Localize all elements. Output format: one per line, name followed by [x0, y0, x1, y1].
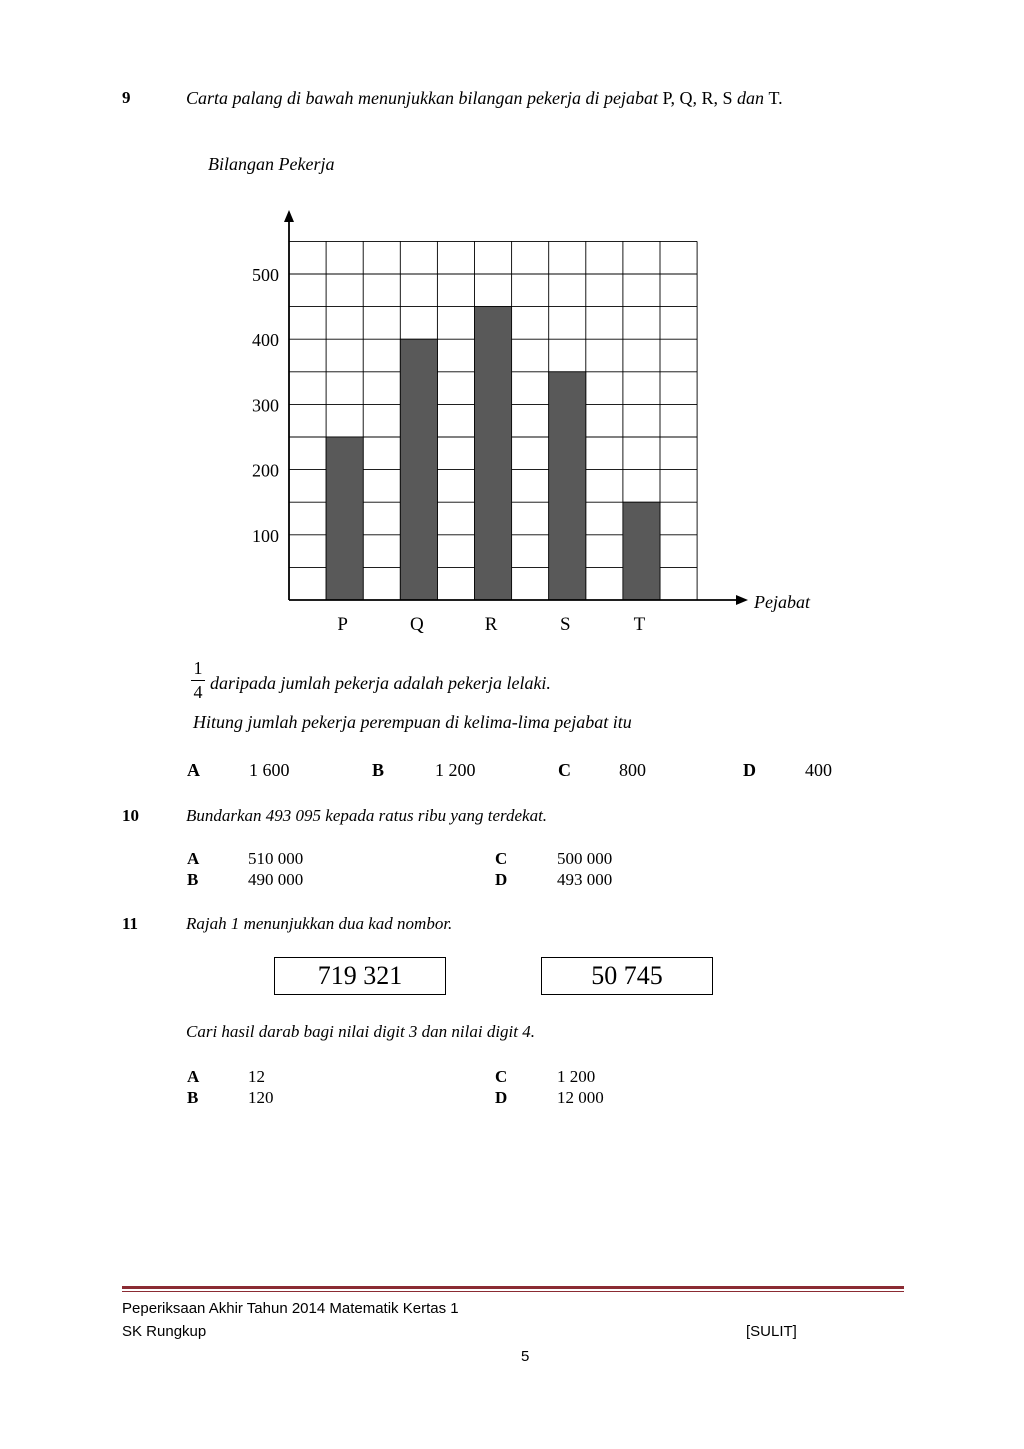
number-card-1: 719 321 [274, 957, 446, 995]
q11-option-c-letter: C [495, 1067, 508, 1086]
x-axis-arrow-icon [736, 595, 748, 605]
fraction-bar [191, 680, 205, 681]
y-tick-label-300: 300 [252, 395, 279, 416]
fraction-one-quarter [191, 658, 205, 703]
q10-option-c-letter: C [495, 849, 508, 868]
question-9-text-letters: P, Q, R, S [662, 88, 733, 108]
q9-option-b-value: 1 200 [435, 760, 476, 780]
q9-option-d-letter: D [743, 760, 756, 780]
y-tick-label-100: 100 [252, 525, 279, 546]
question-11-instruction: Cari hasil darab bagi nilai digit 3 dan nilai digit 4. [186, 1022, 536, 1041]
question-9-text-main: Carta palang di bawah menunjukkan bilangan pekerja di pejabat [186, 88, 658, 108]
q10-option-c-value: 500 000 [557, 849, 613, 868]
x-tick-label-r: R [484, 614, 498, 635]
x-tick-label-q: Q [409, 614, 424, 635]
q11-option-d-letter: D [495, 1088, 508, 1107]
y-tick-label-200: 200 [252, 460, 279, 481]
bar-chart [0, 0, 1024, 660]
question-9-line-2: Hitung jumlah pekerja perempuan di kelima-lima pejabat itu [193, 712, 632, 732]
question-9-line-1: daripada jumlah pekerja adalah pekerja lelaki. [210, 673, 551, 693]
chart-x-tick-labels [337, 614, 645, 635]
bar-t [623, 502, 660, 600]
number-card-2: 50 745 [541, 957, 713, 995]
footer-classification: [SULIT] [746, 1323, 797, 1340]
x-tick-label-s: S [559, 614, 571, 635]
bar-s [549, 372, 586, 600]
bar-p [326, 437, 363, 600]
q11-option-d-value: 12 000 [557, 1088, 604, 1107]
q11-option-b-letter: B [187, 1088, 199, 1107]
chart-bars [326, 307, 660, 600]
question-9-text-dan: dan [737, 88, 764, 108]
question-10-text: Bundarkan 493 095 kepada ratus ribu yang terdekat. [186, 806, 548, 825]
chart-y-axis-label: Bilangan Pekerja [208, 154, 335, 174]
question-number-11: 11 [122, 914, 139, 933]
q10-option-b-letter: B [187, 870, 199, 889]
fraction-numerator: 1 [193, 658, 203, 678]
bar-q [400, 339, 437, 600]
question-number-9: 9 [122, 88, 131, 107]
q11-option-a-letter: A [187, 1067, 200, 1086]
bar-r [475, 307, 512, 600]
footer-exam-title: Peperiksaan Akhir Tahun 2014 Matematik Kertas 1 [122, 1300, 459, 1317]
q9-option-a-value: 1 600 [249, 760, 290, 780]
question-11-text: Rajah 1 menunjukkan dua kad nombor. [186, 914, 453, 933]
y-tick-label-500: 500 [252, 265, 279, 285]
q11-option-b-value: 120 [248, 1088, 274, 1107]
y-axis-arrow-icon [284, 210, 294, 222]
q9-option-d-value: 400 [805, 760, 832, 780]
q9-option-b-letter: B [372, 760, 385, 780]
q10-option-b-value: 490 000 [248, 870, 304, 889]
q9-option-c-letter: C [558, 760, 571, 780]
x-tick-label-t: T [633, 614, 646, 635]
page-number: 5 [521, 1348, 530, 1365]
footer-rule-thick [122, 1286, 904, 1289]
footer-school: SK Rungkup [122, 1323, 207, 1340]
chart-x-axis-label: Pejabat [754, 592, 810, 612]
fraction-denominator: 4 [193, 682, 203, 702]
q10-option-d-value: 493 000 [557, 870, 613, 889]
q9-option-a-letter: A [187, 760, 200, 780]
q11-option-c-value: 1 200 [557, 1067, 596, 1086]
q11-option-a-value: 12 [248, 1067, 265, 1086]
question-9-text-end: T. [768, 88, 783, 108]
q9-option-c-value: 800 [619, 760, 646, 780]
chart-y-tick-labels [252, 265, 279, 546]
q10-option-a-letter: A [187, 849, 200, 868]
question-number-10: 10 [122, 806, 139, 825]
y-tick-label-400: 400 [252, 330, 279, 351]
footer-rule-thin [122, 1291, 904, 1292]
q10-option-d-letter: D [495, 870, 508, 889]
x-tick-label-p: P [337, 614, 348, 635]
q10-option-a-value: 510 000 [248, 849, 304, 868]
